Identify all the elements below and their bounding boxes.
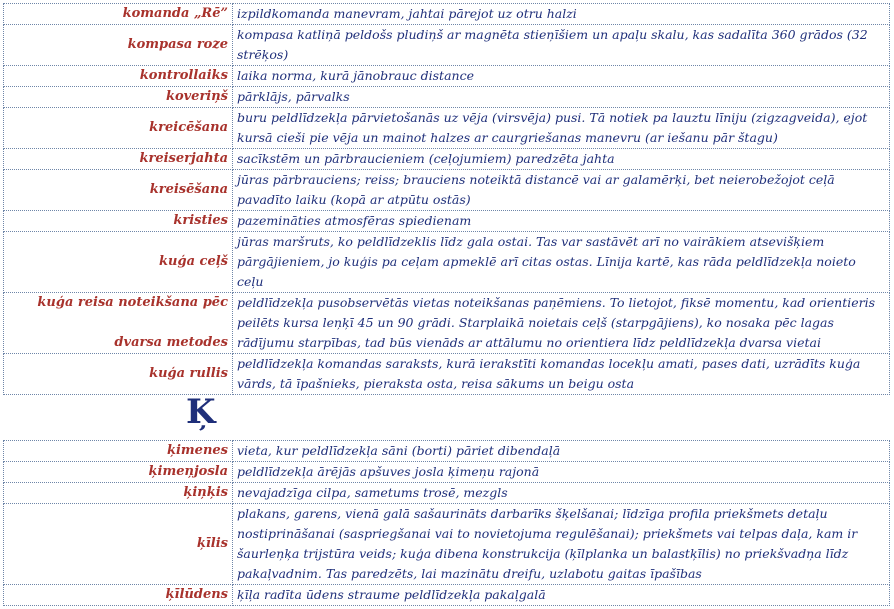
term: ķīlūdens: [4, 585, 233, 606]
definition: buru peldlīdzekļa pārvietošanās uz vēja (virsvēja) pusi. Tā notiek pa lauztu līniju (zigzagveida), ejot kursā cieši pie vēja un mainot halzes ar caurgriešanas manevru (ar iešanu pār štagu): [233, 108, 890, 149]
term: kontrollaiks: [4, 66, 233, 87]
glossary-table-k: [3, 3, 890, 395]
glossary-row: [4, 25, 890, 66]
term: kompasa roze: [4, 25, 233, 66]
term: ķimeņjosla: [4, 462, 233, 483]
term: ķīlis: [4, 504, 233, 585]
glossary-row: [4, 87, 890, 108]
definition: peldlīdzekļa pusobservētās vietas noteikšanas paņēmiens. To lietojot, fiksē momentu, kad orientieris peilēts kursa leņķī 45 un 90 grādi. Starplaikā noietais ceļš (starpgājiens), ko nosaka pēc lagas rādījumu starpības, tad būs vienāds ar attālumu no orientiera līdz peldlīdzekļa dvarsa vietai: [233, 293, 890, 354]
glossary-row: [4, 504, 890, 585]
term: ķiņķis: [4, 483, 233, 504]
definition: plakans, garens, vienā galā sašaurināts darbarīks šķelšanai; līdzīga profila priekšmets detaļu nostiprināšanai (saspriegšanai vai to novietojuma regulēšanai); priekšmets vai telpas daļa, kam ir šaurleņķa trijstūra veids; kuģa dibena konstrukcija (ķīlplanka un balastķīlis) no priekšvadņa līdz pakaļvadnim. Tas paredzēts, lai mazinātu dreifu, uzlabotu gaitas īpašības: [233, 504, 890, 585]
glossary-row: [4, 211, 890, 232]
glossary-row: [4, 354, 890, 395]
glossary-row: [4, 483, 890, 504]
section-letter-heading: Ķ: [186, 392, 216, 432]
glossary-row: [4, 4, 890, 25]
definition: laika norma, kurā jānobrauc distance: [233, 66, 890, 87]
glossary-row: [4, 585, 890, 606]
glossary-table-kj: [3, 440, 890, 606]
term-multiline: [4, 293, 233, 354]
term: kreiserjahta: [4, 149, 233, 170]
glossary-row: [4, 293, 890, 354]
term-line: dvarsa metodes: [114, 335, 228, 350]
definition: jūras maršruts, ko peldlīdzeklis līdz gala ostai. Tas var sastāvēt arī no vairākiem atsevišķiem pārgājieniem, jo kuģis pa ceļam apmeklē arī citas ostas. Līnija kartē, kas rāda peldlīdzekļa noieto ceļu: [233, 232, 890, 293]
definition: pārklājs, pārvalks: [233, 87, 890, 108]
term: komanda „Rē”: [4, 4, 233, 25]
definition: pazemināties atmosfēras spiedienam: [233, 211, 890, 232]
term: kristies: [4, 211, 233, 232]
glossary-row: [4, 170, 890, 211]
definition: jūras pārbrauciens; reiss; brauciens noteiktā distancē vai ar galamērķi, bet neierobežojot ceļā pavadīto laiku (kopā ar atpūtu ostās): [233, 170, 890, 211]
definition: nevajadzīga cilpa, sametums trosē, mezgls: [233, 483, 890, 504]
definition: ķīļa radīta ūdens straume peldlīdzekļa pakaļgalā: [233, 585, 890, 606]
term: kreicēšana: [4, 108, 233, 149]
definition: sacīkstēm un pārbraucieniem (ceļojumiem) paredzēta jahta: [233, 149, 890, 170]
term-line: kuģa reisa noteikšana pēc: [37, 295, 228, 310]
definition: peldlīdzekļa komandas saraksts, kurā ierakstīti komandas locekļu amati, pases dati, uzrādīts kuģa vārds, tā īpašnieks, pieraksta osta, reisa sākums un beigu osta: [233, 354, 890, 395]
definition: peldlīdzekļa ārējās apšuves josla ķimeņu rajonā: [233, 462, 890, 483]
term: kreisēšana: [4, 170, 233, 211]
term: kuģa rullis: [4, 354, 233, 395]
definition: vieta, kur peldlīdzekļa sāni (borti) pāriet dibendaļā: [233, 441, 890, 462]
term: kuģa ceļš: [4, 232, 233, 293]
glossary-row: [4, 462, 890, 483]
definition: kompasa katliņā peldošs pludiņš ar magnēta stieņīšiem un apaļu skalu, kas sadalīta 360 grādos (32 strēķos): [233, 25, 890, 66]
glossary-row: [4, 108, 890, 149]
glossary-row: [4, 149, 890, 170]
term: ķimenes: [4, 441, 233, 462]
term: koveriņš: [4, 87, 233, 108]
definition: izpildkomanda manevram, jahtai pārejot uz otru halzi: [233, 4, 890, 25]
glossary-row: [4, 232, 890, 293]
glossary-row: [4, 441, 890, 462]
glossary-row: [4, 66, 890, 87]
